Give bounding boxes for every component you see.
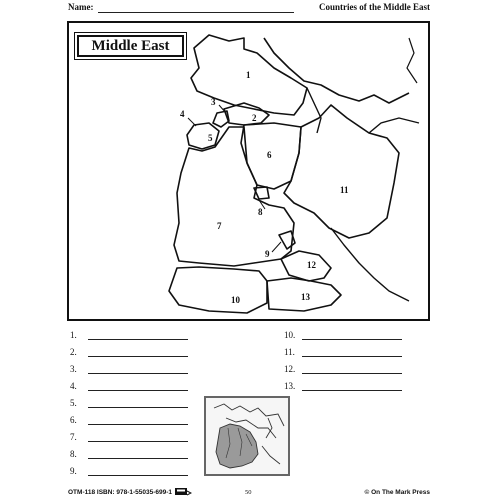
locator-map-icon: [206, 398, 288, 474]
region-10-outline: [169, 267, 267, 313]
arrow-9: [272, 242, 281, 252]
product-code: OTM-118 ISBN: 978-1-55035-699-1: [68, 489, 173, 496]
name-label: Name:: [68, 2, 94, 12]
region-label-1: 1: [246, 70, 251, 80]
map-title: Middle East: [77, 35, 184, 57]
answer-number: 4.: [70, 381, 77, 391]
answer-line-6[interactable]: [88, 424, 188, 425]
middle-east-map: [69, 23, 432, 323]
answer-line-11[interactable]: [302, 356, 402, 357]
region-label-4: 4: [180, 109, 185, 119]
answer-line-1[interactable]: [88, 339, 188, 340]
answer-number: 3.: [70, 364, 77, 374]
region-label-13: 13: [301, 292, 310, 302]
region-7-outline: [174, 127, 294, 266]
arrow-4: [188, 118, 196, 126]
region-label-2: 2: [252, 113, 257, 123]
answer-number: 5.: [70, 398, 77, 408]
region-3-outline: [213, 111, 229, 127]
worksheet-title: Countries of the Middle East: [319, 2, 430, 12]
region-12-outline: [281, 251, 331, 281]
answer-line-5[interactable]: [88, 407, 188, 408]
answer-number: 8.: [70, 449, 77, 459]
river-1: [264, 38, 409, 103]
answer-line-2[interactable]: [88, 356, 188, 357]
river-3: [369, 118, 419, 133]
answer-line-8[interactable]: [88, 458, 188, 459]
answer-number: 6.: [70, 415, 77, 425]
page-header: [68, 1, 430, 15]
answer-line-10[interactable]: [302, 339, 402, 340]
page-number: 50: [245, 489, 252, 496]
region-label-5: 5: [208, 133, 213, 143]
page-footer: [68, 487, 430, 499]
answer-line-3[interactable]: [88, 373, 188, 374]
answer-number: 11.: [284, 347, 295, 357]
region-label-10: 10: [231, 295, 240, 305]
answer-line-7[interactable]: [88, 441, 188, 442]
region-5-outline: [187, 123, 219, 149]
region-label-6: 6: [267, 150, 272, 160]
answer-number: 10.: [284, 330, 296, 340]
answer-line-13[interactable]: [302, 390, 402, 391]
region-label-8: 8: [258, 207, 263, 217]
answer-number: 2.: [70, 347, 77, 357]
publisher: © On The Mark Press: [364, 489, 430, 496]
region-label-3: 3: [211, 97, 216, 107]
book-icon: [174, 487, 192, 496]
answer-line-4[interactable]: [88, 390, 188, 391]
answer-number: 7.: [70, 432, 77, 442]
answer-number: 13.: [284, 381, 296, 391]
answer-number: 12.: [284, 364, 296, 374]
map-title-box: [74, 32, 187, 60]
river-4: [331, 228, 409, 301]
region-label-11: 11: [340, 185, 349, 195]
river-5: [407, 38, 417, 83]
name-input-line[interactable]: [98, 12, 294, 13]
answer-number: 1.: [70, 330, 77, 340]
region-label-7: 7: [217, 221, 222, 231]
region-11-outline: [284, 105, 399, 238]
answer-line-12[interactable]: [302, 373, 402, 374]
region-2-outline: [224, 103, 269, 125]
region-label-12: 12: [307, 260, 316, 270]
answer-line-9[interactable]: [88, 475, 188, 476]
map-frame: [67, 21, 430, 321]
answer-number: 9.: [70, 466, 77, 476]
river-2: [307, 88, 321, 133]
locator-thumbnail: [204, 396, 290, 476]
region-label-9: 9: [265, 249, 270, 259]
